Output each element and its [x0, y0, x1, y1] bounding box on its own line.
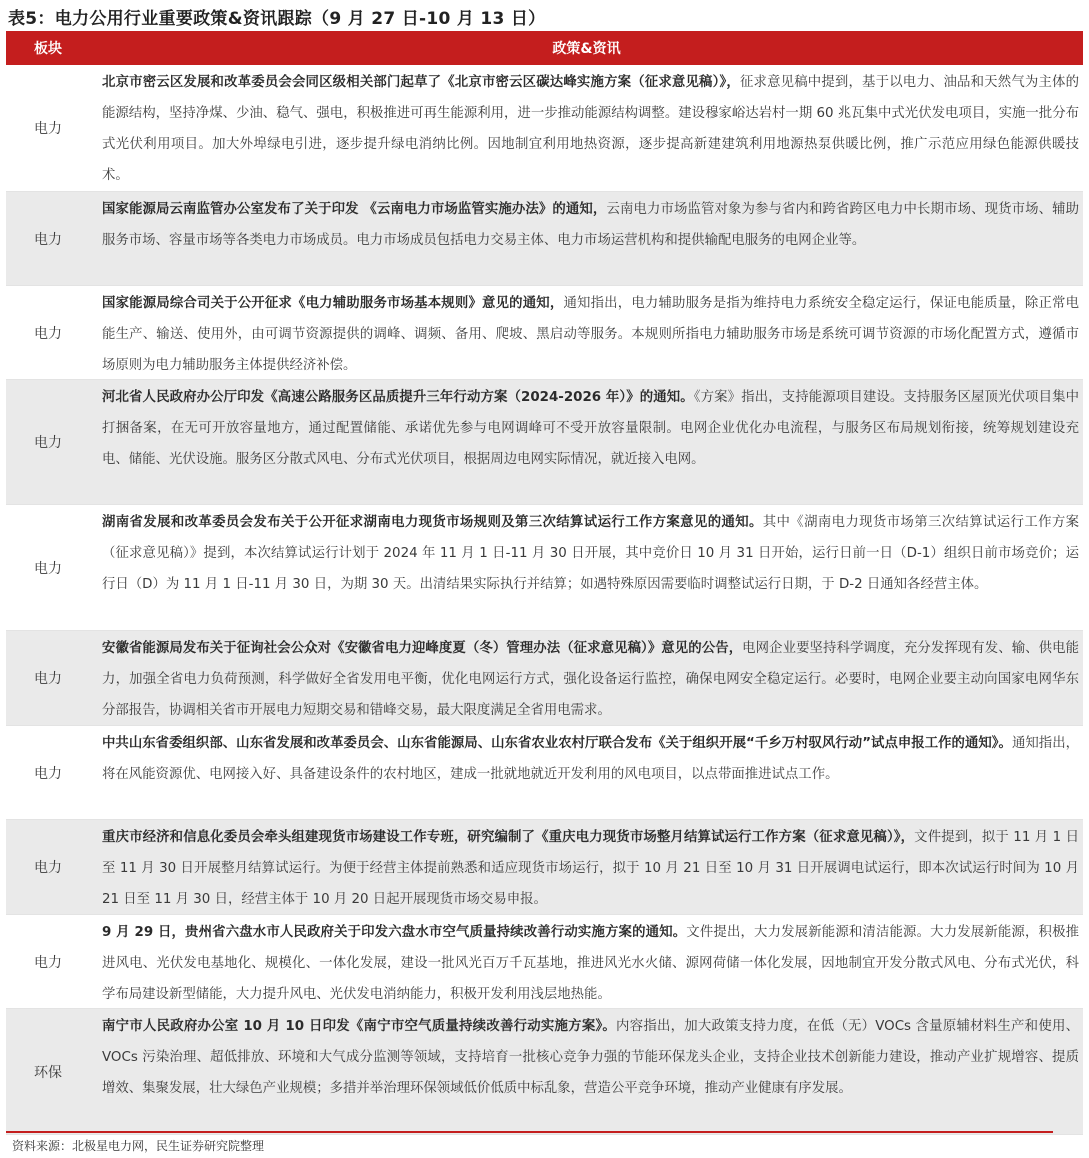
row-body: 内容指出，加大政策支持力度，在低（无）VOCs 含量原辅材料生产和使用、VOCs 污染治理、超低排放、环境和大气成分监测等领域，支持培育一批核心竞争力强的节能环保龙头企业，支持企业技术创新能力建设，推动产业扩规增容、提质增效、集聚发展，壮大绿色产业规模；多措并举治理环保领域低价低质中标乱象，营造公平竞争环境，推动产业健康有序发展。 [102, 1019, 1079, 1096]
source-note: 资料来源：北极星电力网，民生证券研究院整理 [12, 1139, 265, 1153]
row-content [90, 820, 1083, 914]
row-headline: 9 月 29 日，贵州省六盘水市人民政府关于印发六盘水市空气质量持续改善行动实施方案的通知。 [102, 925, 687, 940]
row-headline: 湖南省发展和改革委员会发布关于公开征求湖南电力现货市场规则及第三次结算试运行工作方案意见的通知。 [102, 515, 763, 530]
row-body: 电网企业要坚持科学调度，充分发挥现有发、输、供电能力，加强全省电力负荷预测，科学做好全省发用电平衡，优化电网运行方式，强化设备运行监控，确保电网安全稳定运行。必要时，电网企业要主动向国家电网华东分部报告，协调相关省市开展电力短期交易和错峰交易，最大限度满足全省用电需求。 [102, 641, 1079, 718]
table-row [6, 1009, 1083, 1135]
table-row [6, 505, 1083, 631]
table-row [6, 820, 1083, 915]
table-header [6, 31, 1083, 65]
header-sector: 板块 [34, 41, 62, 57]
row-headline: 北京市密云区发展和改革委员会会同区级相关部门起草了《北京市密云区碳达峰实施方案（征求意见稿）》， [102, 75, 740, 90]
row-sector: 电力 [34, 325, 62, 342]
row-sector: 电力 [34, 121, 62, 137]
row-body: 通知指出，电力辅助服务是指为维持电力系统安全稳定运行，保证电能质量，除正常电能生产、输送、使用外，由可调节资源提供的调峰、调频、备用、爬坡、黑启动等服务。本规则所指电力辅助服务市场是系统可调节资源的市场化配置方式，遵循市场原则为电力辅助服务主体提供经济补偿。 [102, 296, 1080, 373]
row-headline: 南宁市人民政府办公室 10 月 10 日印发《南宁市空气质量持续改善行动实施方案》。 [102, 1019, 617, 1034]
row-body: 云南电力市场监管对象为参与省内和跨省跨区电力中长期市场、现货市场、辅助服务市场、容量市场等各类电力市场成员。电力市场成员包括电力交易主体、电力市场运营机构和提供输配电服务的电网企业等。 [102, 202, 1079, 248]
row-content [90, 1009, 1083, 1134]
policy-table [6, 31, 1083, 1135]
row-headline: 安徽省能源局发布关于征询社会公众对《安徽省电力迎峰度夏（冬）管理办法（征求意见稿）》意见的公告， [102, 641, 743, 656]
row-headline: 中共山东省委组织部、山东省发展和改革委员会、山东省能源局、山东省农业农村厅联合发布《关于组织开展“千乡万村驭风行动”试点申报工作的通知》。 [102, 736, 1012, 751]
row-sector: 电力 [34, 860, 62, 876]
row-body: 文件提到，拟于 11 月 1 日至 11 月 30 日开展整月结算试运行。为便于经营主体提前熟悉和适应现货市场运行，拟于 10 月 21 日至 10 月 31 日开展调电试运行，即本次试运行时间为 10 月 21 日至 11 月 30 日，经营主体于 10 月 20 日起开展现货市场交易申报。 [102, 830, 1079, 907]
row-headline: 国家能源局综合司关于公开征求《电力辅助服务市场基本规则》意见的通知， [102, 296, 564, 311]
row-body: 征求意见稿中提到，基于以电力、油品和天然气为主体的能源结构，坚持净煤、少油、稳气、强电，积极推进可再生能源利用，进一步推动能源结构调整。建设穆家峪达岩村一期 60 兆瓦集中式光伏发电项目，实施一批分布式光伏利用项目。加大外埠绿电引进，逐步提升绿电消纳比例。因地制宜利用地热资源，逐步提高新建建筑利用地源热泵供暖比例，推广示范应用绿色能源供暖技术。 [102, 75, 1079, 183]
row-headline: 河北省人民政府办公厅印发《高速公路服务区品质提升三年行动方案（2024-2026 年）》的通知。 [102, 390, 694, 405]
row-headline: 重庆市经济和信息化委员会牵头组建现货市场建设工作专班，研究编制了《重庆电力现货市场整月结算试运行工作方案（征求意见稿）》， [102, 830, 915, 845]
row-sector: 电力 [34, 560, 62, 577]
table-row [6, 286, 1083, 380]
row-body: 通知指出，将在风能资源优、电网接入好、具备建设条件的农村地区，建成一批就地就近开发利用的风电项目，以点带面推进试点工作。 [102, 736, 1079, 782]
table-row [6, 631, 1083, 726]
row-sector: 电力 [34, 231, 62, 248]
row-content [90, 915, 1083, 1008]
row-content [90, 631, 1083, 725]
row-body: 文件提出，大力发展新能源和清洁能源。大力发展新能源，积极推进风电、光伏发电基地化、规模化、一体化发展，建设一批风光百万千瓦基地，推进风光水火储、源网荷储一体化发展，因地制宜开发分散式风电、分布式光伏，科学布局建设新型储能，大力提升风电、光伏发电消纳能力，积极开发利用浅层地热能。 [102, 925, 1080, 1002]
row-content [90, 505, 1083, 630]
row-sector: 电力 [34, 765, 62, 782]
table-row [6, 65, 1083, 192]
table-row [6, 380, 1083, 505]
row-content [90, 380, 1083, 504]
table-row [6, 192, 1083, 286]
row-sector: 环保 [34, 1064, 62, 1081]
table-row [6, 726, 1083, 820]
row-content [90, 286, 1083, 379]
row-headline: 国家能源局云南监管办公室发布了关于印发 《云南电力市场监管实施办法》的通知， [102, 202, 607, 217]
header-content: 政策&资讯 [552, 41, 621, 57]
row-content [90, 192, 1083, 285]
row-body: 《方案》指出，支持能源项目建设。支持服务区屋顶光伏项目集中打捆备案，在无可开放容量地方，通过配置储能、承诺优先参与电网调峰可不受开放容量限制。电网企业优化办电流程，与服务区布局规划衔接，统筹规划建设充电、储能、光伏设施。服务区分散式风电、分布式光伏项目，根据周边电网实际情况，就近接入电网。 [102, 390, 1079, 467]
row-content [90, 726, 1083, 819]
row-body: 其中《湖南电力现货市场第三次结算试运行工作方案（征求意见稿）》提到，本次结算试运行计划于 2024 年 11 月 1 日-11 月 30 日开展，其中竞价日 10 月 31 日开始，运行日前一日（D-1）组织日前市场竞价；运行日（D）为 11 月 1 日-11 月 30 日，为期 30 天。出清结果实际执行并结算；如遇特殊原因需要临时调整试运行日期，于 D-2 日通知各经营主体。 [102, 515, 1080, 592]
row-sector: 电力 [34, 954, 62, 971]
row-content [90, 65, 1083, 191]
table-row [6, 915, 1083, 1009]
footer-divider [6, 1131, 1053, 1133]
table-title: 表5：电力公用行业重要政策&资讯跟踪（9 月 27 日-10 月 13 日） [8, 9, 546, 29]
row-sector: 电力 [34, 671, 62, 687]
row-sector: 电力 [34, 435, 62, 451]
